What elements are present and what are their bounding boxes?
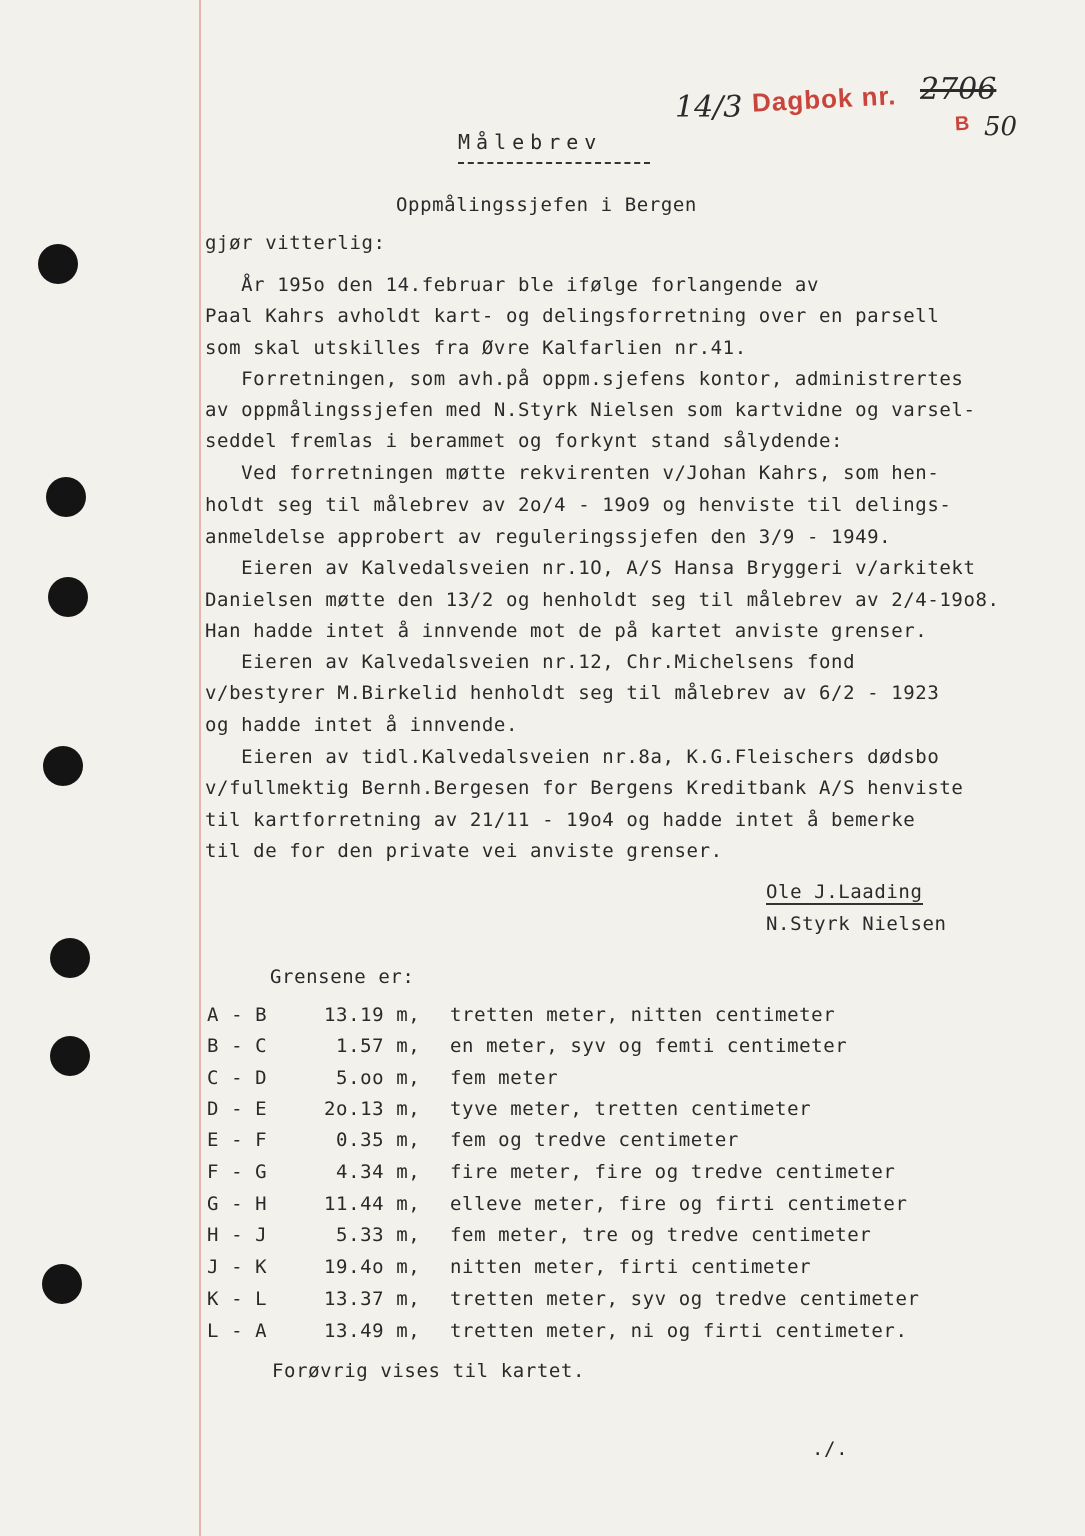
boundary-segment: D - E xyxy=(207,1098,268,1120)
boundary-length: 11.44 m, xyxy=(324,1193,421,1215)
boundary-words: fem meter xyxy=(450,1067,559,1089)
boundary-words: en meter, syv og femti centimeter xyxy=(450,1035,848,1057)
body-line: v/bestyrer M.Birkelid henholdt seg til målebrev av 6/2 - 1923 xyxy=(205,682,940,704)
stamp-letter: B xyxy=(954,112,971,136)
body-line: Han hadde intet å innvende mot de på kartet anviste grenser. xyxy=(205,620,928,642)
boundary-length: 5.oo m, xyxy=(324,1067,421,1089)
body-line: anmeldelse approbert av reguleringssjefen den 3/9 - 1949. xyxy=(205,526,892,548)
document-title: Målebrev xyxy=(458,130,603,154)
boundary-words: fire meter, fire og tredve centimeter xyxy=(450,1161,896,1183)
boundary-length: 4.34 m, xyxy=(324,1161,421,1183)
boundary-segment: H - J xyxy=(207,1224,268,1246)
boundary-length: 0.35 m, xyxy=(324,1129,421,1151)
boundary-length: 2o.13 m, xyxy=(324,1098,421,1120)
boundary-segment: A - B xyxy=(207,1004,268,1026)
punch-hole xyxy=(43,746,83,786)
body-line: Paal Kahrs avholdt kart- og delingsforretning over en parsell xyxy=(205,305,940,327)
body-line: og hadde intet å innvende. xyxy=(205,714,519,736)
boundary-length: 13.49 m, xyxy=(324,1320,421,1342)
boundary-segment: G - H xyxy=(207,1193,268,1215)
body-line: Eieren av Kalvedalsveien nr.12, Chr.Michelsens fond xyxy=(205,651,856,673)
boundary-words: tretten meter, nitten centimeter xyxy=(450,1004,836,1026)
boundary-segment: E - F xyxy=(207,1129,268,1151)
body-line: År 195o den 14.februar ble ifølge forlangende av xyxy=(205,274,819,296)
boundary-segment: L - A xyxy=(207,1320,268,1342)
boundary-words: fem meter, tre og tredve centimeter xyxy=(450,1224,872,1246)
boundary-segment: K - L xyxy=(207,1288,268,1310)
boundary-words: fem og tredve centimeter xyxy=(450,1129,739,1151)
handwritten-journal-number: 2706 xyxy=(920,72,997,107)
boundary-length: 19.4o m, xyxy=(324,1256,421,1278)
body-line: til de for den private vei anviste grenser. xyxy=(205,840,723,862)
boundary-length: 1.57 m, xyxy=(324,1035,421,1057)
boundary-segment: J - K xyxy=(207,1256,268,1278)
title-underline xyxy=(458,162,650,164)
body-line: holdt seg til målebrev av 2o/4 - 19o9 og henviste til delings- xyxy=(205,494,952,516)
body-line: seddel fremlas i berammet og forkynt stand sålydende: xyxy=(205,430,844,452)
boundary-length: 13.19 m, xyxy=(324,1004,421,1026)
punch-hole xyxy=(50,1036,90,1076)
opening-line: gjør vitterlig: xyxy=(205,232,386,254)
boundary-length: 13.37 m, xyxy=(324,1288,421,1310)
punch-hole xyxy=(38,244,78,284)
boundary-words: tyve meter, tretten centimeter xyxy=(450,1098,812,1120)
punch-hole xyxy=(42,1264,82,1304)
journal-stamp: Dagbok nr. xyxy=(751,80,898,118)
authority-line: Oppmålingssjefen i Bergen xyxy=(396,194,697,216)
handwritten-date: 14/3 xyxy=(675,90,743,125)
boundaries-heading: Grensene er: xyxy=(270,966,415,988)
closing-line: Forøvrig vises til kartet. xyxy=(272,1360,586,1382)
body-line: av oppmålingssjefen med N.Styrk Nielsen som kartvidne og varsel- xyxy=(205,399,976,421)
boundary-segment: B - C xyxy=(207,1035,268,1057)
boundary-words: nitten meter, firti centimeter xyxy=(450,1256,812,1278)
boundary-length: 5.33 m, xyxy=(324,1224,421,1246)
body-line: Eieren av tidl.Kalvedalsveien nr.8a, K.G.Fleischers dødsbo xyxy=(205,746,940,768)
page-continuation-mark: ./. xyxy=(812,1438,849,1460)
punch-hole xyxy=(48,577,88,617)
body-line: Forretningen, som avh.på oppm.sjefens kontor, administrertes xyxy=(205,368,964,390)
boundary-words: tretten meter, ni og firti centimeter. xyxy=(450,1320,908,1342)
boundary-words: tretten meter, syv og tredve centimeter xyxy=(450,1288,920,1310)
boundary-segment: C - D xyxy=(207,1067,268,1089)
handwritten-year: 50 xyxy=(984,112,1018,142)
body-line: til kartforretning av 21/11 - 19o4 og hadde intet å bemerke xyxy=(205,809,916,831)
signature-name: Ole J.Laading xyxy=(766,881,923,903)
margin-line xyxy=(199,0,201,1536)
body-line: v/fullmektig Bernh.Bergesen for Bergens Kreditbank A/S henviste xyxy=(205,777,964,799)
body-line: Ved forretningen møtte rekvirenten v/Johan Kahrs, som hen- xyxy=(205,462,940,484)
punch-hole xyxy=(50,938,90,978)
boundary-segment: F - G xyxy=(207,1161,268,1183)
boundary-words: elleve meter, fire og firti centimeter xyxy=(450,1193,908,1215)
signature-name: N.Styrk Nielsen xyxy=(766,913,947,935)
body-line: Danielsen møtte den 13/2 og henholdt seg til målebrev av 2/4-19o8. xyxy=(205,589,1000,611)
body-line: Eieren av Kalvedalsveien nr.1O, A/S Hansa Bryggeri v/arkitekt xyxy=(205,557,976,579)
punch-hole xyxy=(46,477,86,517)
body-line: som skal utskilles fra Øvre Kalfarlien nr.41. xyxy=(205,337,747,359)
